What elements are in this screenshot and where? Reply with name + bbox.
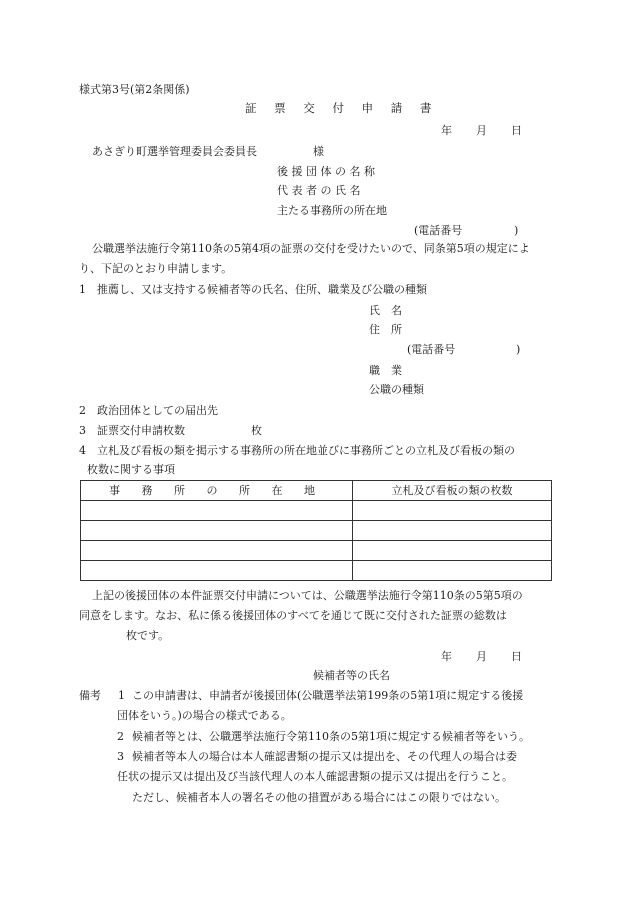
- consent-line-1: 上記の後援団体の本件証票交付申請については、公職選挙法施行令第110条の5第5項の: [92, 589, 523, 602]
- candidate-phone-label: (電話番号: [407, 343, 456, 356]
- date-top-month: 月: [476, 124, 487, 137]
- candidate-office-type-label: 公職の種類: [369, 383, 424, 396]
- table-row: [81, 521, 552, 541]
- form-number: 様式第3号(第2条関係): [79, 83, 190, 96]
- notes-heading: 備考: [79, 689, 101, 702]
- note-1-number: 1: [118, 689, 125, 702]
- consent-line-2: 同意をします。なお、私に係る後援団体のすべてを通じて既に交付された証票の総数は: [79, 609, 507, 622]
- office-address-cell[interactable]: [81, 521, 353, 541]
- honorific: 様: [313, 145, 324, 158]
- applicant-org-name-label: 後 援 団 体 の 名 称: [277, 165, 375, 178]
- consent-line-3: 枚です。: [126, 629, 170, 642]
- applicant-phone-close: ): [514, 224, 519, 237]
- date-bottom-day: 日: [511, 650, 522, 663]
- applicant-rep-name-label: 代 表 者 の 氏 名: [277, 184, 361, 197]
- office-address-cell[interactable]: [81, 541, 353, 561]
- candidate-phone-close: ): [516, 343, 521, 356]
- table-row: [81, 541, 552, 561]
- item-4-line-2: 枚数に関する事項: [87, 463, 175, 476]
- candidate-occupation-label: 職 業: [369, 364, 402, 377]
- body-line-1: 公職選挙法施行令第110条の5第4項の証票の交付を受けたいので、同条第5項の規定によ: [92, 242, 530, 255]
- note-1-line-1: この申請書は、申請者が後援団体(公職選挙法第199条の5第1項に規定する後援: [132, 689, 524, 702]
- office-address-cell[interactable]: [81, 501, 353, 521]
- item-1-label: 1 推薦し、又は支持する候補者等の氏名、住所、職業及び公職の種類: [79, 283, 427, 296]
- signboard-count-cell[interactable]: [353, 541, 552, 561]
- note-3-line-3: ただし、候補者本人の署名その他の措置がある場合にはこの限りではない。: [132, 791, 506, 804]
- body-line-2: り、下記のとおり申請します。: [79, 262, 233, 275]
- header-signboard-count: 立札及び看板の類の枚数: [353, 481, 552, 501]
- table-header-row: [81, 481, 552, 501]
- candidate-address-field-label: 住 所: [369, 323, 402, 336]
- signboard-count-cell[interactable]: [353, 521, 552, 541]
- addressee: あさぎり町選挙管理委員会委員長: [92, 145, 257, 158]
- candidate-name-label: 候補者等の氏名: [313, 669, 390, 682]
- applicant-address-label: 主たる事務所の所在地: [277, 204, 387, 217]
- note-2-number: 2: [117, 730, 124, 743]
- date-top-year: 年: [441, 124, 452, 137]
- date-bottom-year: 年: [441, 650, 452, 663]
- office-address-cell[interactable]: [81, 561, 353, 581]
- item-3-unit: 枚: [251, 424, 262, 437]
- applicant-phone-label: (電話番号: [414, 224, 463, 237]
- header-office-address: 事 務 所 の 所 在 地: [81, 481, 353, 501]
- note-3-line-1: 候補者等本人の場合は本人確認書類の提示又は提出を、その代理人の場合は委: [132, 750, 517, 763]
- signboard-count-cell[interactable]: [353, 561, 552, 581]
- table-row: [81, 561, 552, 581]
- item-2: 2 政治団体としての届出先: [79, 404, 218, 417]
- date-bottom-month: 月: [476, 650, 487, 663]
- item-3-label: 3 証票交付申請枚数: [79, 424, 185, 437]
- candidate-name-field-label: 氏 名: [369, 304, 402, 317]
- note-3-line-2: 任状の提示又は提出及び当該代理人の本人確認書類の提示又は提出を行うこと。: [117, 770, 513, 783]
- table-row: [81, 501, 552, 521]
- signboard-count-cell[interactable]: [353, 501, 552, 521]
- date-top-day: 日: [511, 124, 522, 137]
- note-3-number: 3: [117, 750, 124, 763]
- form-title: 証 票 交 付 申 請 書: [245, 101, 439, 115]
- note-1-line-2: 団体をいう。)の場合の様式である。: [117, 709, 292, 722]
- note-2-line-1: 候補者等とは、公職選挙法施行令第110条の5第1項に規定する候補者等をいう。: [132, 730, 530, 743]
- item-4-line-1: 4 立札及び看板の類を掲示する事務所の所在地並びに事務所ごとの立札及び看板の類の: [79, 444, 515, 457]
- office-signboard-table: [80, 480, 552, 581]
